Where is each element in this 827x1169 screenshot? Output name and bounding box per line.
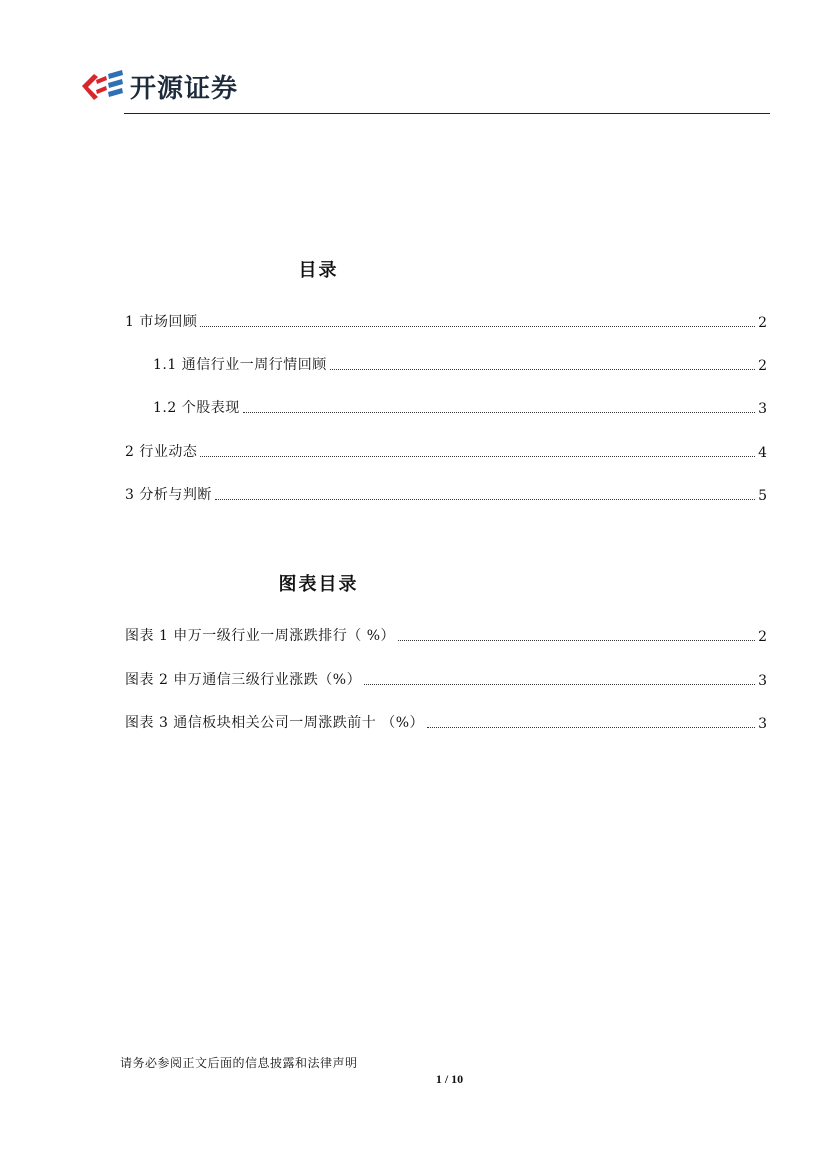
toc-entry-label: 3 分析与判断 (125, 487, 212, 503)
dot-leader (427, 727, 755, 728)
dot-leader (243, 412, 755, 413)
toc-entry-label: 2 行业动态 (125, 444, 198, 460)
figures-title: 图表目录 (278, 574, 359, 595)
dot-leader (364, 684, 755, 685)
figure-entry-label: 图表 1 申万一级行业一周涨跌排行（ %） (125, 628, 396, 644)
figure-entry-page: 2 (758, 629, 767, 645)
dot-leader (200, 326, 755, 327)
dot-leader (200, 456, 755, 457)
logo-text: 开源证券 (130, 73, 239, 104)
page-number: 1 / 10 (435, 1072, 464, 1086)
toc-entry-page: 2 (758, 315, 767, 331)
figure-entry[interactable] (125, 712, 767, 732)
toc-entry-page: 5 (758, 488, 767, 504)
toc-entry-page: 2 (758, 358, 767, 374)
kaiyuan-securities-logo-icon (80, 66, 126, 106)
figure-entry-page: 3 (758, 716, 767, 732)
toc-entry-label: 1.1 通信行业一周行情回顾 (153, 357, 327, 373)
toc-entry-label: 1 市场回顾 (125, 314, 198, 330)
figure-entry-page: 3 (758, 673, 767, 689)
toc-entry-page: 4 (758, 445, 767, 461)
toc-entry[interactable] (125, 484, 767, 504)
figure-entry-label: 图表 2 申万通信三级行业涨跌（%） (125, 672, 362, 688)
figure-entry[interactable] (125, 625, 767, 645)
header-divider (124, 113, 770, 114)
dot-leader (215, 499, 755, 500)
dot-leader (398, 640, 755, 641)
toc-entry-label: 1.2 个股表现 (153, 400, 240, 416)
figure-entry-label: 图表 3 通信板块相关公司一周涨跌前十 （%） (125, 715, 425, 731)
dot-leader (330, 369, 755, 370)
toc-entry-page: 3 (758, 401, 767, 417)
page-header (80, 62, 770, 116)
figure-entry[interactable] (125, 669, 767, 689)
toc-entry[interactable] (153, 354, 767, 374)
disclaimer-note: 请务必参阅正文后面的信息披露和法律声明 (120, 1056, 358, 1070)
toc-title: 目录 (298, 260, 339, 281)
toc-entry[interactable] (153, 397, 767, 417)
company-logo (80, 66, 238, 106)
toc-entry[interactable] (125, 441, 767, 461)
toc-entry[interactable] (125, 311, 767, 331)
